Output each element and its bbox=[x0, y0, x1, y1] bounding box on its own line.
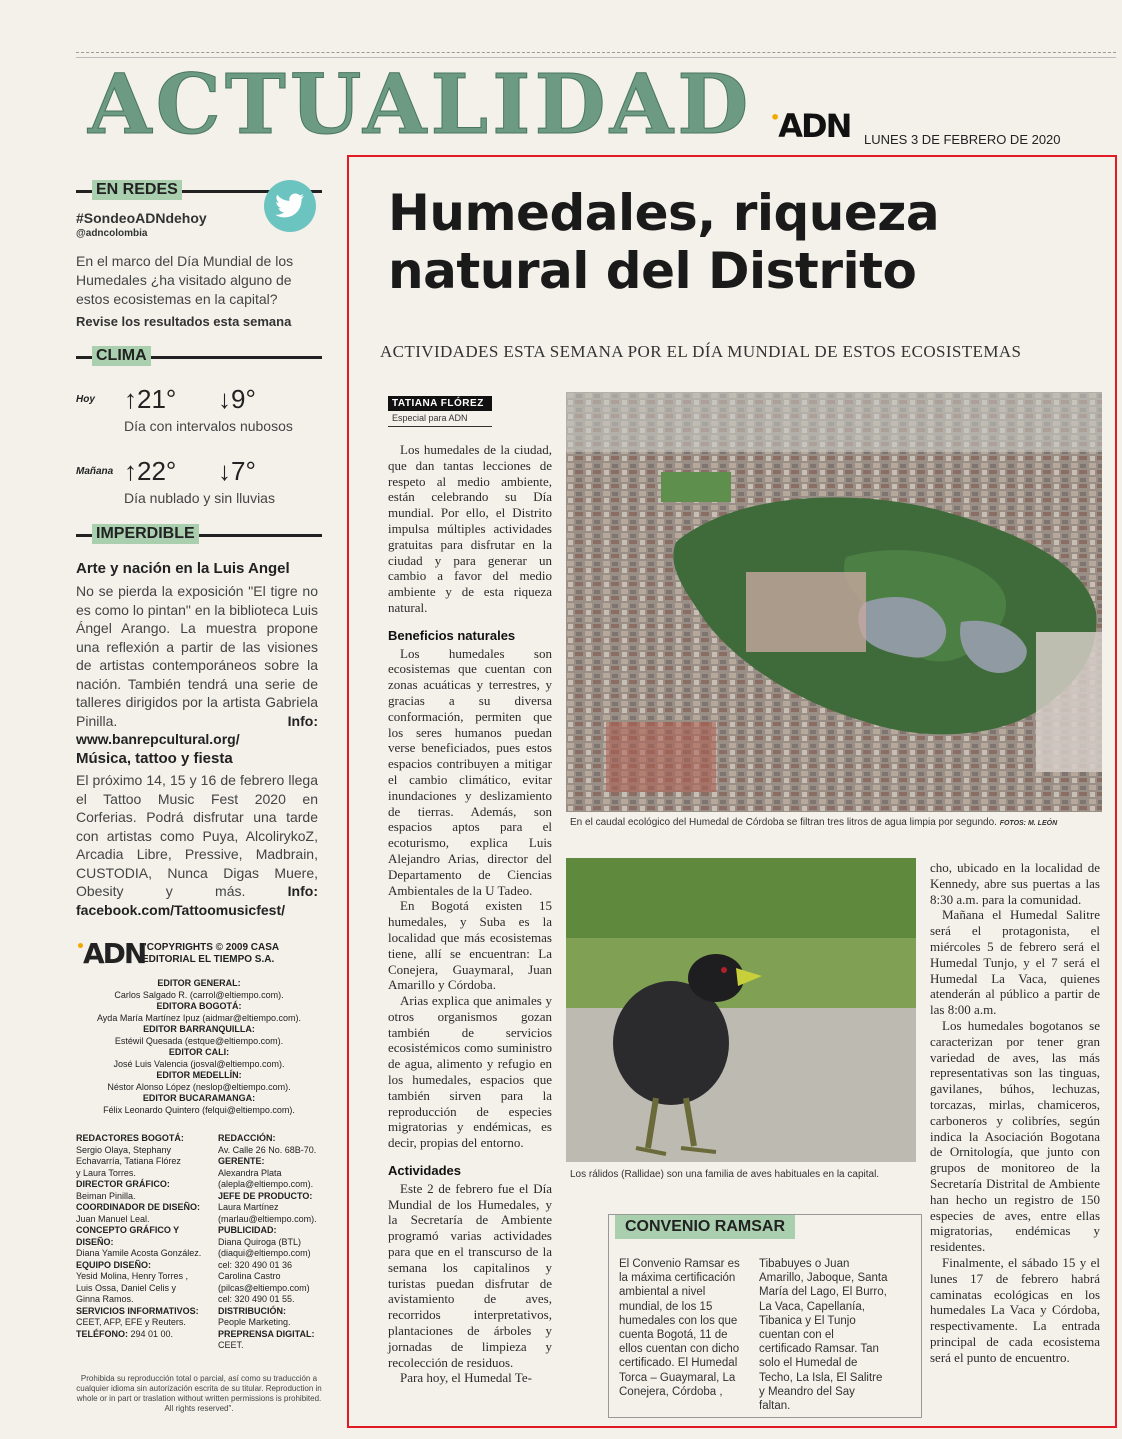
twitter-bird-icon bbox=[264, 180, 316, 232]
staff-role: PREPRENSA DIGITAL: bbox=[218, 1328, 315, 1339]
publication-date: LUNES 3 DE FEBRERO DE 2020 bbox=[864, 132, 1061, 147]
ramsar-title: CONVENIO RAMSAR bbox=[615, 1215, 795, 1239]
staff-role: REDACCIÓN: bbox=[218, 1133, 276, 1143]
staff-role: EQUIPO DISEÑO: bbox=[76, 1259, 152, 1270]
staff-name: cel: 320 490 01 36 bbox=[218, 1259, 293, 1270]
staff-name: Luis Ossa, Daniel Celis y bbox=[76, 1282, 177, 1293]
ramsar-text-left: El Convenio Ramsar es la máxima certificación ambiental a nivel mundial, de los 15 humedales con los que cuenta Bogotá, 11 de ellos cuentan con dicho certificado. El Humedal Torca – Guaymaral, La Conejera, Córdoba , bbox=[619, 1258, 740, 1398]
imperdible-header bbox=[76, 524, 322, 546]
editor-name: José Luis Valencia (josval@eltiempo.com). bbox=[113, 1058, 285, 1069]
staff-entry bbox=[76, 1225, 204, 1260]
staff-entry bbox=[76, 1260, 204, 1306]
staff-name: Av. Calle 26 No. 68B-70. bbox=[218, 1144, 317, 1155]
staff-name: Beiman Pinilla. bbox=[76, 1190, 136, 1201]
weather-desc-today: Día con intervalos nubosos bbox=[124, 418, 293, 434]
editor-name: Néstor Alonso López (neslop@eltiempo.com). bbox=[107, 1081, 291, 1092]
redes-cta: Revise los resultados esta semana bbox=[76, 314, 292, 329]
staff-name: (marlau@eltiempo.com). bbox=[218, 1213, 317, 1224]
ramsar-box bbox=[608, 1214, 922, 1418]
editor-role: EDITOR CALI: bbox=[168, 1047, 230, 1057]
imperdible-info: Info: facebook.com/Tattoomusicfest/ bbox=[76, 883, 318, 918]
editors-list bbox=[76, 978, 322, 1116]
staff-entry bbox=[218, 1191, 346, 1226]
bird-photo bbox=[566, 858, 916, 1162]
en-redes-label: EN REDES bbox=[92, 180, 182, 200]
staff-entry bbox=[218, 1225, 346, 1306]
staff-name: cel: 320 490 01 55. bbox=[218, 1294, 295, 1304]
staff-entry bbox=[218, 1329, 346, 1352]
weather-high-tomorrow: ↑22° bbox=[124, 456, 177, 486]
staff-entry bbox=[76, 1179, 204, 1202]
staff-name: CEET. bbox=[218, 1340, 244, 1350]
rights-notice: Prohibida su reproducción total o parcial, así como su traducción a cualquier idioma sin autorización escrita de su titular. Reproduction in whole or in part or traslation without written permissions is prohibited. All rights reserved". bbox=[76, 1374, 322, 1413]
staff-name: Laura Martínez bbox=[218, 1202, 279, 1212]
staff-name: Alexandra Plata bbox=[218, 1167, 282, 1178]
editor-role: EDITOR MEDELLÍN: bbox=[156, 1070, 242, 1080]
staff-col-right bbox=[218, 1133, 346, 1352]
staff-name: Sergio Olaya, Stephany bbox=[76, 1144, 172, 1155]
hashtag: #SondeoADNdehoy bbox=[76, 210, 207, 226]
staff-name: Echavarría, Tatiana Flórez bbox=[76, 1156, 181, 1166]
staff-role: CONCEPTO GRÁFICO Y DISEÑO: bbox=[76, 1225, 180, 1247]
staff-role: DIRECTOR GRÁFICO: bbox=[76, 1179, 170, 1189]
photo-credit: FOTOS: M. LEÓN bbox=[999, 820, 1058, 827]
imperdible-title: Arte y nación en la Luis Angel bbox=[76, 560, 290, 577]
imperdible-info: Info: www.banrepcultural.org/ bbox=[76, 712, 318, 747]
ramsar-text-right: Tibabuyes o Juan Amarillo, Jaboque, Santa María del Lago, El Burro, La Vaca, Capellanía, Tibanica y El Tunjo cuentan con el certificado Ramsar. Tan solo el Humedal de Techo, La Isla, El Salitre y Meandro del Say faltan. bbox=[759, 1258, 888, 1413]
weather-low-today: ↓9° bbox=[218, 384, 256, 414]
staff-role: TELÉFONO: bbox=[76, 1328, 128, 1339]
imperdible-title: Música, tattoo y fiesta bbox=[76, 750, 233, 767]
staff-name: People Marketing. bbox=[218, 1317, 291, 1327]
twitter-handle: @adncolombia bbox=[76, 228, 148, 239]
byline-role: Especial para ADN bbox=[392, 413, 468, 423]
imperdible-body: El próximo 14, 15 y 16 de febrero llega el Tattoo Music Fest 2020 en Corferias. Podrá disfrutar una tarde con artistas como Puya, AlcolirykoZ, Arcadia Libre, Pressive, Madbrain, CUSTODIA, Nunca Digas Muere, Obesity y más. Info: facebook.com/Tattoomusicfest/ bbox=[76, 772, 318, 918]
subhead-beneficios: Beneficios naturales bbox=[388, 627, 516, 643]
headline: Humedales, riqueza natural del Distrito bbox=[388, 184, 940, 300]
brand-logo: •ADN bbox=[770, 107, 851, 145]
staff-entry bbox=[218, 1306, 346, 1329]
byline-author: TATIANA FLÓREZ bbox=[388, 396, 492, 411]
weather-desc-tomorrow: Día nublado y sin lluvias bbox=[124, 490, 275, 506]
staff-entry bbox=[76, 1202, 204, 1225]
staff-role: DISTRIBUCIÓN: bbox=[218, 1305, 286, 1316]
staff-name: (diaqui@eltiempo.com) bbox=[218, 1248, 311, 1258]
imperdible-label: IMPERDIBLE bbox=[92, 524, 199, 544]
editor-name: Carlos Salgado R. (carrol@eltiempo.com). bbox=[114, 989, 284, 1000]
editor-role: EDITORA BOGOTÁ: bbox=[156, 1001, 242, 1011]
photo2-caption: Los rálidos (Rallidae) son una familia de aves habituales en la capital. bbox=[570, 1169, 880, 1180]
staff-role: GERENTE: bbox=[218, 1156, 265, 1166]
staff-name: Yesid Molina, Henry Torres , bbox=[76, 1271, 189, 1281]
weather-day-today: Hoy bbox=[76, 394, 95, 405]
clima-header bbox=[76, 346, 322, 368]
section-title: ACTUALIDAD bbox=[88, 57, 753, 153]
staff-name: Diana Quiroga (BTL) bbox=[218, 1236, 302, 1247]
weather-high-today: ↑21° bbox=[124, 384, 177, 414]
staff-name: Carolina Castro bbox=[218, 1271, 281, 1281]
staff-entry bbox=[76, 1306, 204, 1329]
redes-question: En el marco del Día Mundial de los Humedales ¿ha visitado alguno de estos ecosistemas en la capital? bbox=[76, 253, 294, 307]
clima-label: CLIMA bbox=[92, 346, 151, 366]
photo1-caption: En el caudal ecológico del Humedal de Córdoba se filtran tres litros de agua limpia por segundo. FOTOS: M. LEÓN bbox=[570, 817, 1058, 828]
staff-entry bbox=[76, 1133, 204, 1179]
staff-col-left bbox=[76, 1133, 204, 1340]
editor-name: Ayda María Martínez Ipuz (aidmar@eltiempo.com). bbox=[96, 1012, 302, 1023]
wetland-aerial-photo bbox=[566, 392, 1102, 812]
staff-role: PUBLICIDAD: bbox=[218, 1225, 277, 1235]
staff-entry: TELÉFONO: 294 01 00. bbox=[76, 1328, 174, 1339]
editor-role: EDITOR BUCARAMANGA: bbox=[142, 1093, 256, 1103]
copyright-note: "COPYRIGHTS © 2009 CASA EDITORIAL EL TIEMPO S.A. bbox=[142, 942, 279, 965]
staff-name: Diana Yamile Acosta González. bbox=[76, 1248, 202, 1258]
staff-name: CEET, AFP, EFE y Reuters. bbox=[76, 1317, 186, 1327]
article-column-3: cho, ubicado en la localidad de Kennedy, abre sus puertas a las 8:30 a.m. para la comunidad. Mañana el Humedal Salitre será el protagonista, el miércoles 5 de febrero será el Humedal Tunjo, y el 7 será el Humedal La Vaca, quienes atenderán al público a partir de las 8:00 a.m. Los humedales bogotanos se caracterizan por tener gran variedad de aves, las más representativas son las tinguas, gavilanes, búhos, lechuzas, torcazas, mirlas, chamiceros, carboneros y colibríes, según indica la Asociación Bogotana de Ornitología, que junto con grupos de monitoreo de la Secretaría Distrital de Ambiente han hecho un registro de 150 especies de aves, entre ellas migratorias, endémicas y residentes. Finalmente, el sábado 15 y el lunes 17 de febrero habrá caminatas ecológicas en los humedales La Vaca y Córdoba, respectivamente. La entrada principal de cada ecosistema será el punto de encuentro. bbox=[930, 860, 1100, 1365]
staff-role: REDACTORES BOGOTÁ: bbox=[76, 1133, 184, 1143]
weather-low-tomorrow: ↓7° bbox=[218, 456, 256, 486]
editor-name: Estéwil Quesada (estque@eltiempo.com). bbox=[114, 1035, 284, 1046]
staff-name: Ginna Ramos. bbox=[76, 1294, 134, 1304]
byline-rule bbox=[388, 426, 492, 427]
staff-name: y Laura Torres. bbox=[76, 1167, 136, 1178]
staff-role: JEFE DE PRODUCTO: bbox=[218, 1190, 313, 1201]
subhead-actividades: Actividades bbox=[388, 1163, 461, 1179]
article-column-1: Los humedales de la ciudad, que dan tantas lecciones de respeto al medio ambiente, están celebrando su Día mundial. Por ello, el Distrito impulsa múltiples actividades gratuitas para disfrutar en la ciudad y para generar un cambio a favor del medio ambiente y de esta riqueza natural. Beneficios naturales Los humedales son ecosistemas que cuentan con zonas acuáticas y terrestres, y gracias a su diversa conformación, permiten que los seres humanos puedan verse beneficiados, pues estos espacios contribuyen a mitigar el cambio climático, evitar inundaciones y deslizamiento de tierras. Además, son espacios aptos para el ecoturismo, explica Luis Alejandro Arias, director del Departamento de Ciencias Ambientales de la U Tadeo. En Bogotá existen 15 humedales, y Suba es la localidad que más ecosistemas tiene, allí se encuentran: La Conejera, Guaymaral, Juan Amarillo y Córdoba. Arias explica que animales y otros organismos gozan también de servicios ecosistémicos como suministro de agua, alimento y refugio en los humedales, espacios que también sirven para la reproducción de especies migratorias y endémicas, es decir, propias del entorno. Actividades Este 2 de febrero fue el Día Mundial de los Humedales, y la Secretaría de Ambiente programó varias actividades para que en el transcurso de la semana los capitalinos y turistas puedan disfrutar de avistamiento de aves, recorridos interpretativos, plantaciones de árboles y jornadas de limpieza y recolección de residuos. Para hoy, el Humedal Te- bbox=[388, 442, 552, 1386]
staff-entry bbox=[218, 1133, 346, 1156]
staff-name: (pilcas@eltiempo.com) bbox=[218, 1282, 310, 1293]
staff-role: COORDINADOR DE DISEÑO: bbox=[76, 1202, 201, 1212]
deck: ACTIVIDADES ESTA SEMANA POR EL DÍA MUNDIAL DE ESTOS ECOSISTEMAS bbox=[380, 342, 1022, 361]
imperdible-body: No se pierda la exposición "El tigre no es como lo pintan" en la biblioteca Luis Ángel Arango. La muestra propone una reflexión a partir de las visiones de artistas contemporáneos sobre la nación. También tendrá una serie de talleres dirigidos por la artista Gabriela Pinilla. Info: www.banrepcultural.org/ bbox=[76, 583, 318, 747]
staff-entry bbox=[218, 1156, 346, 1191]
staff-name: (alepla@eltiempo.com). bbox=[218, 1179, 314, 1189]
staff-role: SERVICIOS INFORMATIVOS: bbox=[76, 1305, 199, 1316]
editor-role: EDITOR GENERAL: bbox=[157, 978, 241, 988]
editor-role: EDITOR BARRANQUILLA: bbox=[143, 1024, 255, 1034]
weather-day-tomorrow: Mañana bbox=[76, 466, 114, 477]
staff-name: Juan Manuel Leal. bbox=[76, 1213, 150, 1224]
editor-name: Félix Leonardo Quintero (felqui@eltiempo.com). bbox=[103, 1104, 295, 1115]
copyright-logo: •ADN bbox=[76, 937, 146, 970]
